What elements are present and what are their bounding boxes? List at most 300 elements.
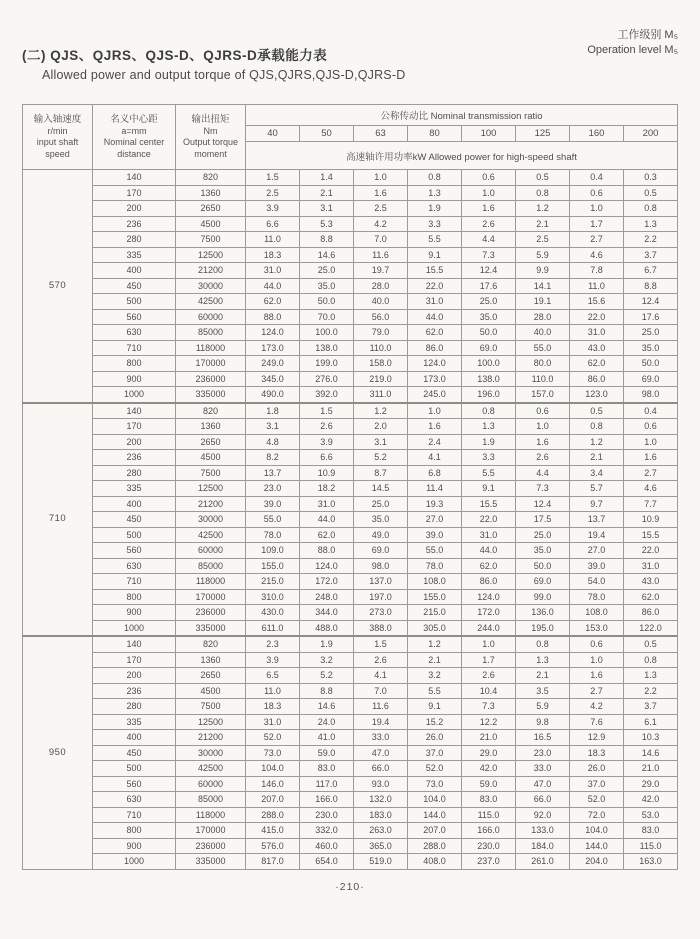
power-cell: 29.0	[462, 745, 516, 761]
power-cell: 197.0	[354, 589, 408, 605]
power-cell: 93.0	[354, 776, 408, 792]
torque-cell: 170000	[176, 589, 246, 605]
distance-cell: 900	[93, 838, 176, 854]
power-cell: 0.6	[570, 636, 624, 652]
torque-cell: 1360	[176, 185, 246, 201]
table-row	[23, 309, 678, 325]
distance-cell: 400	[93, 730, 176, 746]
power-cell: 3.1	[354, 434, 408, 450]
power-cell: 1.9	[462, 434, 516, 450]
table-row	[23, 823, 678, 839]
power-cell: 0.6	[624, 419, 678, 435]
table-row	[23, 201, 678, 217]
torque-cell: 30000	[176, 278, 246, 294]
power-cell: 204.0	[570, 854, 624, 870]
power-cell: 3.3	[408, 216, 462, 232]
torque-cell: 1360	[176, 652, 246, 668]
power-cell: 4.4	[462, 232, 516, 248]
power-cell: 4.6	[570, 247, 624, 263]
power-cell: 37.0	[570, 776, 624, 792]
power-cell: 2.0	[354, 419, 408, 435]
power-cell: 392.0	[300, 387, 354, 403]
power-cell: 18.3	[246, 699, 300, 715]
power-cell: 117.0	[300, 776, 354, 792]
power-cell: 311.0	[354, 387, 408, 403]
power-cell: 1.3	[462, 419, 516, 435]
power-cell: 157.0	[516, 387, 570, 403]
table-row	[23, 325, 678, 341]
operation-level-note	[587, 28, 678, 58]
power-cell: 14.1	[516, 278, 570, 294]
power-cell: 1.3	[624, 668, 678, 684]
power-cell: 8.8	[300, 232, 354, 248]
torque-cell: 2650	[176, 434, 246, 450]
power-cell: 115.0	[462, 807, 516, 823]
power-cell: 4.1	[408, 450, 462, 466]
torque-cell: 335000	[176, 387, 246, 403]
power-cell: 25.0	[462, 294, 516, 310]
power-cell: 73.0	[246, 745, 300, 761]
power-cell: 2.5	[516, 232, 570, 248]
torque-cell: 85000	[176, 325, 246, 341]
power-cell: 654.0	[300, 854, 354, 870]
power-cell: 1.5	[354, 636, 408, 652]
power-cell: 59.0	[300, 745, 354, 761]
power-cell: 207.0	[408, 823, 462, 839]
power-cell: 3.9	[300, 434, 354, 450]
power-cell: 22.0	[624, 543, 678, 559]
power-cell: 33.0	[354, 730, 408, 746]
power-cell: 13.7	[570, 512, 624, 528]
power-cell: 184.0	[516, 838, 570, 854]
power-cell: 2.5	[354, 201, 408, 217]
power-cell: 3.3	[462, 450, 516, 466]
power-cell: 0.5	[516, 170, 570, 186]
power-cell: 2.6	[462, 668, 516, 684]
power-cell: 0.8	[462, 403, 516, 419]
power-cell: 2.1	[516, 668, 570, 684]
power-cell: 1.0	[516, 419, 570, 435]
power-cell: 408.0	[408, 854, 462, 870]
ratio-value: 160	[570, 126, 624, 142]
power-cell: 0.8	[624, 201, 678, 217]
power-cell: 9.1	[462, 481, 516, 497]
power-cell: 108.0	[408, 574, 462, 590]
distance-cell: 500	[93, 761, 176, 777]
power-cell: 19.1	[516, 294, 570, 310]
power-cell: 9.1	[408, 699, 462, 715]
power-cell: 62.0	[624, 589, 678, 605]
distance-cell: 236	[93, 683, 176, 699]
torque-cell: 2650	[176, 201, 246, 217]
input-speed-cell: 570	[23, 170, 93, 403]
power-cell: 2.1	[516, 216, 570, 232]
power-cell: 332.0	[300, 823, 354, 839]
table-row	[23, 699, 678, 715]
torque-cell: 335000	[176, 620, 246, 636]
power-cell: 3.7	[624, 699, 678, 715]
torque-cell: 820	[176, 170, 246, 186]
table-row	[23, 776, 678, 792]
power-cell: 78.0	[246, 527, 300, 543]
table-row	[23, 668, 678, 684]
power-cell: 44.0	[408, 309, 462, 325]
power-cell: 52.0	[246, 730, 300, 746]
distance-cell: 450	[93, 745, 176, 761]
power-cell: 49.0	[354, 527, 408, 543]
power-cell: 33.0	[516, 761, 570, 777]
distance-cell: 140	[93, 403, 176, 419]
power-cell: 25.0	[624, 325, 678, 341]
power-cell: 7.8	[570, 263, 624, 279]
ratio-value: 100	[462, 126, 516, 142]
distance-cell: 710	[93, 807, 176, 823]
torque-cell: 118000	[176, 574, 246, 590]
distance-cell: 450	[93, 278, 176, 294]
power-cell: 50.0	[462, 325, 516, 341]
power-cell: 12.2	[462, 714, 516, 730]
power-cell: 50.0	[516, 558, 570, 574]
table-row	[23, 574, 678, 590]
power-cell: 104.0	[408, 792, 462, 808]
power-cell: 5.2	[300, 668, 354, 684]
table-row	[23, 434, 678, 450]
power-cell: 83.0	[624, 823, 678, 839]
power-cell: 24.0	[300, 714, 354, 730]
power-cell: 83.0	[300, 761, 354, 777]
header-output-torque: 输出扭矩 Nm Output torque moment	[176, 105, 246, 170]
distance-cell: 630	[93, 558, 176, 574]
power-cell: 4.4	[516, 465, 570, 481]
power-cell: 18.2	[300, 481, 354, 497]
power-cell: 99.0	[516, 589, 570, 605]
power-cell: 155.0	[408, 589, 462, 605]
distance-cell: 800	[93, 823, 176, 839]
power-cell: 110.0	[354, 340, 408, 356]
power-cell: 19.4	[354, 714, 408, 730]
power-cell: 155.0	[246, 558, 300, 574]
power-cell: 0.8	[570, 419, 624, 435]
power-cell: 4.8	[246, 434, 300, 450]
power-cell: 35.0	[300, 278, 354, 294]
table-row	[23, 620, 678, 636]
power-cell: 22.0	[570, 309, 624, 325]
power-cell: 11.0	[246, 232, 300, 248]
torque-cell: 170000	[176, 356, 246, 372]
page-subtitle: Allowed power and output torque of QJS,QJRS,QJS-D,QJRS-D	[42, 68, 406, 82]
power-cell: 144.0	[570, 838, 624, 854]
ratio-value: 50	[300, 126, 354, 142]
power-cell: 166.0	[462, 823, 516, 839]
power-cell: 3.9	[246, 201, 300, 217]
power-cell: 43.0	[624, 574, 678, 590]
power-cell: 1.0	[570, 652, 624, 668]
power-cell: 2.1	[300, 185, 354, 201]
power-cell: 88.0	[246, 309, 300, 325]
power-cell: 0.6	[462, 170, 516, 186]
power-cell: 12.4	[462, 263, 516, 279]
power-cell: 40.0	[354, 294, 408, 310]
torque-cell: 236000	[176, 838, 246, 854]
power-cell: 14.6	[300, 247, 354, 263]
power-cell: 2.6	[354, 652, 408, 668]
power-cell: 1.0	[354, 170, 408, 186]
table-row	[23, 232, 678, 248]
distance-cell: 335	[93, 481, 176, 497]
distance-cell: 710	[93, 574, 176, 590]
power-cell: 6.1	[624, 714, 678, 730]
power-cell: 21.0	[462, 730, 516, 746]
torque-cell: 1360	[176, 419, 246, 435]
power-cell: 519.0	[354, 854, 408, 870]
power-cell: 55.0	[516, 340, 570, 356]
power-cell: 10.3	[624, 730, 678, 746]
torque-cell: 12500	[176, 714, 246, 730]
power-cell: 172.0	[300, 574, 354, 590]
table-header	[23, 105, 678, 170]
power-cell: 276.0	[300, 371, 354, 387]
power-cell: 124.0	[300, 558, 354, 574]
power-cell: 10.4	[462, 683, 516, 699]
header-input-speed: 输入轴速度 r/min input shaft speed	[23, 105, 93, 170]
power-cell: 6.5	[246, 668, 300, 684]
power-cell: 230.0	[462, 838, 516, 854]
power-cell: 1.7	[462, 652, 516, 668]
power-cell: 2.6	[300, 419, 354, 435]
power-cell: 1.3	[408, 185, 462, 201]
torque-cell: 7500	[176, 232, 246, 248]
power-cell: 17.6	[624, 309, 678, 325]
power-cell: 388.0	[354, 620, 408, 636]
power-cell: 166.0	[300, 792, 354, 808]
ratio-value: 200	[624, 126, 678, 142]
torque-cell: 236000	[176, 371, 246, 387]
power-cell: 288.0	[408, 838, 462, 854]
power-cell: 196.0	[462, 387, 516, 403]
power-cell: 2.6	[516, 450, 570, 466]
table-row	[23, 481, 678, 497]
power-cell: 7.6	[570, 714, 624, 730]
power-cell: 53.0	[624, 807, 678, 823]
power-cell: 9.7	[570, 496, 624, 512]
distance-cell: 200	[93, 668, 176, 684]
power-cell: 83.0	[462, 792, 516, 808]
power-cell: 15.5	[462, 496, 516, 512]
page-number: ·210·	[335, 880, 365, 893]
power-cell: 35.0	[462, 309, 516, 325]
power-cell: 11.6	[354, 247, 408, 263]
input-speed-cell: 710	[23, 403, 93, 637]
table-row	[23, 185, 678, 201]
power-cell: 146.0	[246, 776, 300, 792]
torque-cell: 4500	[176, 450, 246, 466]
power-cell: 9.9	[516, 263, 570, 279]
torque-cell: 21200	[176, 496, 246, 512]
table-row	[23, 683, 678, 699]
power-cell: 0.3	[624, 170, 678, 186]
power-cell: 230.0	[300, 807, 354, 823]
power-cell: 39.0	[408, 527, 462, 543]
power-cell: 31.0	[300, 496, 354, 512]
power-cell: 122.0	[624, 620, 678, 636]
power-cell: 1.0	[570, 201, 624, 217]
power-cell: 3.7	[624, 247, 678, 263]
torque-cell: 85000	[176, 792, 246, 808]
power-cell: 138.0	[462, 371, 516, 387]
table-row	[23, 512, 678, 528]
torque-cell: 820	[176, 403, 246, 419]
power-cell: 31.0	[246, 263, 300, 279]
power-cell: 2.1	[408, 652, 462, 668]
power-cell: 4.6	[624, 481, 678, 497]
power-cell: 5.5	[462, 465, 516, 481]
document-page	[22, 0, 678, 893]
power-cell: 62.0	[300, 527, 354, 543]
power-cell: 29.0	[624, 776, 678, 792]
distance-cell: 560	[93, 776, 176, 792]
torque-cell: 42500	[176, 761, 246, 777]
power-cell: 137.0	[354, 574, 408, 590]
power-cell: 31.0	[624, 558, 678, 574]
table-row	[23, 371, 678, 387]
power-cell: 31.0	[408, 294, 462, 310]
torque-cell: 42500	[176, 294, 246, 310]
power-cell: 1.5	[246, 170, 300, 186]
power-cell: 7.0	[354, 232, 408, 248]
distance-cell: 1000	[93, 620, 176, 636]
power-cell: 14.5	[354, 481, 408, 497]
power-cell: 78.0	[570, 589, 624, 605]
power-cell: 19.4	[570, 527, 624, 543]
distance-cell: 170	[93, 185, 176, 201]
power-cell: 3.9	[246, 652, 300, 668]
power-cell: 345.0	[246, 371, 300, 387]
torque-cell: 21200	[176, 730, 246, 746]
power-cell: 248.0	[300, 589, 354, 605]
power-cell: 31.0	[246, 714, 300, 730]
capacity-table	[22, 104, 678, 870]
distance-cell: 630	[93, 792, 176, 808]
power-cell: 5.9	[516, 247, 570, 263]
distance-cell: 800	[93, 589, 176, 605]
power-cell: 5.9	[516, 699, 570, 715]
power-cell: 3.1	[246, 419, 300, 435]
power-cell: 69.0	[516, 574, 570, 590]
power-cell: 22.0	[408, 278, 462, 294]
power-cell: 6.6	[300, 450, 354, 466]
power-cell: 199.0	[300, 356, 354, 372]
power-cell: 73.0	[408, 776, 462, 792]
power-cell: 0.5	[624, 636, 678, 652]
table-row	[23, 294, 678, 310]
torque-cell: 170000	[176, 823, 246, 839]
power-cell: 415.0	[246, 823, 300, 839]
power-cell: 42.0	[624, 792, 678, 808]
power-cell: 55.0	[246, 512, 300, 528]
power-cell: 1.7	[570, 216, 624, 232]
table-row	[23, 543, 678, 559]
table-row	[23, 792, 678, 808]
table-row	[23, 465, 678, 481]
power-cell: 245.0	[408, 387, 462, 403]
distance-cell: 500	[93, 294, 176, 310]
power-cell: 1.5	[300, 403, 354, 419]
power-cell: 173.0	[408, 371, 462, 387]
input-speed-cell: 950	[23, 636, 93, 869]
torque-cell: 60000	[176, 776, 246, 792]
power-cell: 4.2	[354, 216, 408, 232]
title-block	[22, 44, 678, 82]
power-cell: 44.0	[246, 278, 300, 294]
table-row	[23, 340, 678, 356]
power-cell: 365.0	[354, 838, 408, 854]
power-cell: 1.6	[516, 434, 570, 450]
power-cell: 10.9	[300, 465, 354, 481]
power-cell: 47.0	[354, 745, 408, 761]
power-cell: 0.5	[570, 403, 624, 419]
power-cell: 1.3	[624, 216, 678, 232]
power-cell: 0.8	[624, 652, 678, 668]
power-cell: 2.2	[624, 232, 678, 248]
power-cell: 1.0	[462, 185, 516, 201]
distance-cell: 236	[93, 450, 176, 466]
power-cell: 69.0	[624, 371, 678, 387]
power-cell: 28.0	[516, 309, 570, 325]
power-cell: 1.8	[246, 403, 300, 419]
table-row	[23, 761, 678, 777]
distance-cell: 200	[93, 201, 176, 217]
power-cell: 52.0	[408, 761, 462, 777]
power-cell: 124.0	[246, 325, 300, 341]
power-cell: 263.0	[354, 823, 408, 839]
power-cell: 207.0	[246, 792, 300, 808]
distance-cell: 280	[93, 232, 176, 248]
distance-cell: 560	[93, 309, 176, 325]
power-cell: 13.7	[246, 465, 300, 481]
power-cell: 62.0	[408, 325, 462, 341]
power-cell: 0.5	[624, 185, 678, 201]
power-cell: 2.6	[462, 216, 516, 232]
power-cell: 37.0	[408, 745, 462, 761]
power-cell: 0.6	[516, 403, 570, 419]
power-cell: 55.0	[408, 543, 462, 559]
distance-cell: 200	[93, 434, 176, 450]
distance-cell: 500	[93, 527, 176, 543]
power-cell: 1.0	[624, 434, 678, 450]
power-cell: 104.0	[570, 823, 624, 839]
power-cell: 31.0	[462, 527, 516, 543]
distance-cell: 280	[93, 465, 176, 481]
power-cell: 4.2	[570, 699, 624, 715]
operation-level-en: Operation level M₅	[587, 44, 678, 56]
power-cell: 26.0	[570, 761, 624, 777]
table-row	[23, 419, 678, 435]
power-cell: 237.0	[462, 854, 516, 870]
power-cell: 215.0	[408, 605, 462, 621]
table-row	[23, 838, 678, 854]
power-cell: 1.2	[408, 636, 462, 652]
table-row	[23, 558, 678, 574]
torque-cell: 12500	[176, 481, 246, 497]
power-cell: 39.0	[570, 558, 624, 574]
power-cell: 1.9	[300, 636, 354, 652]
power-cell: 62.0	[462, 558, 516, 574]
power-cell: 244.0	[462, 620, 516, 636]
power-cell: 1.0	[408, 403, 462, 419]
power-cell: 1.6	[570, 668, 624, 684]
distance-cell: 170	[93, 419, 176, 435]
power-cell: 18.3	[570, 745, 624, 761]
